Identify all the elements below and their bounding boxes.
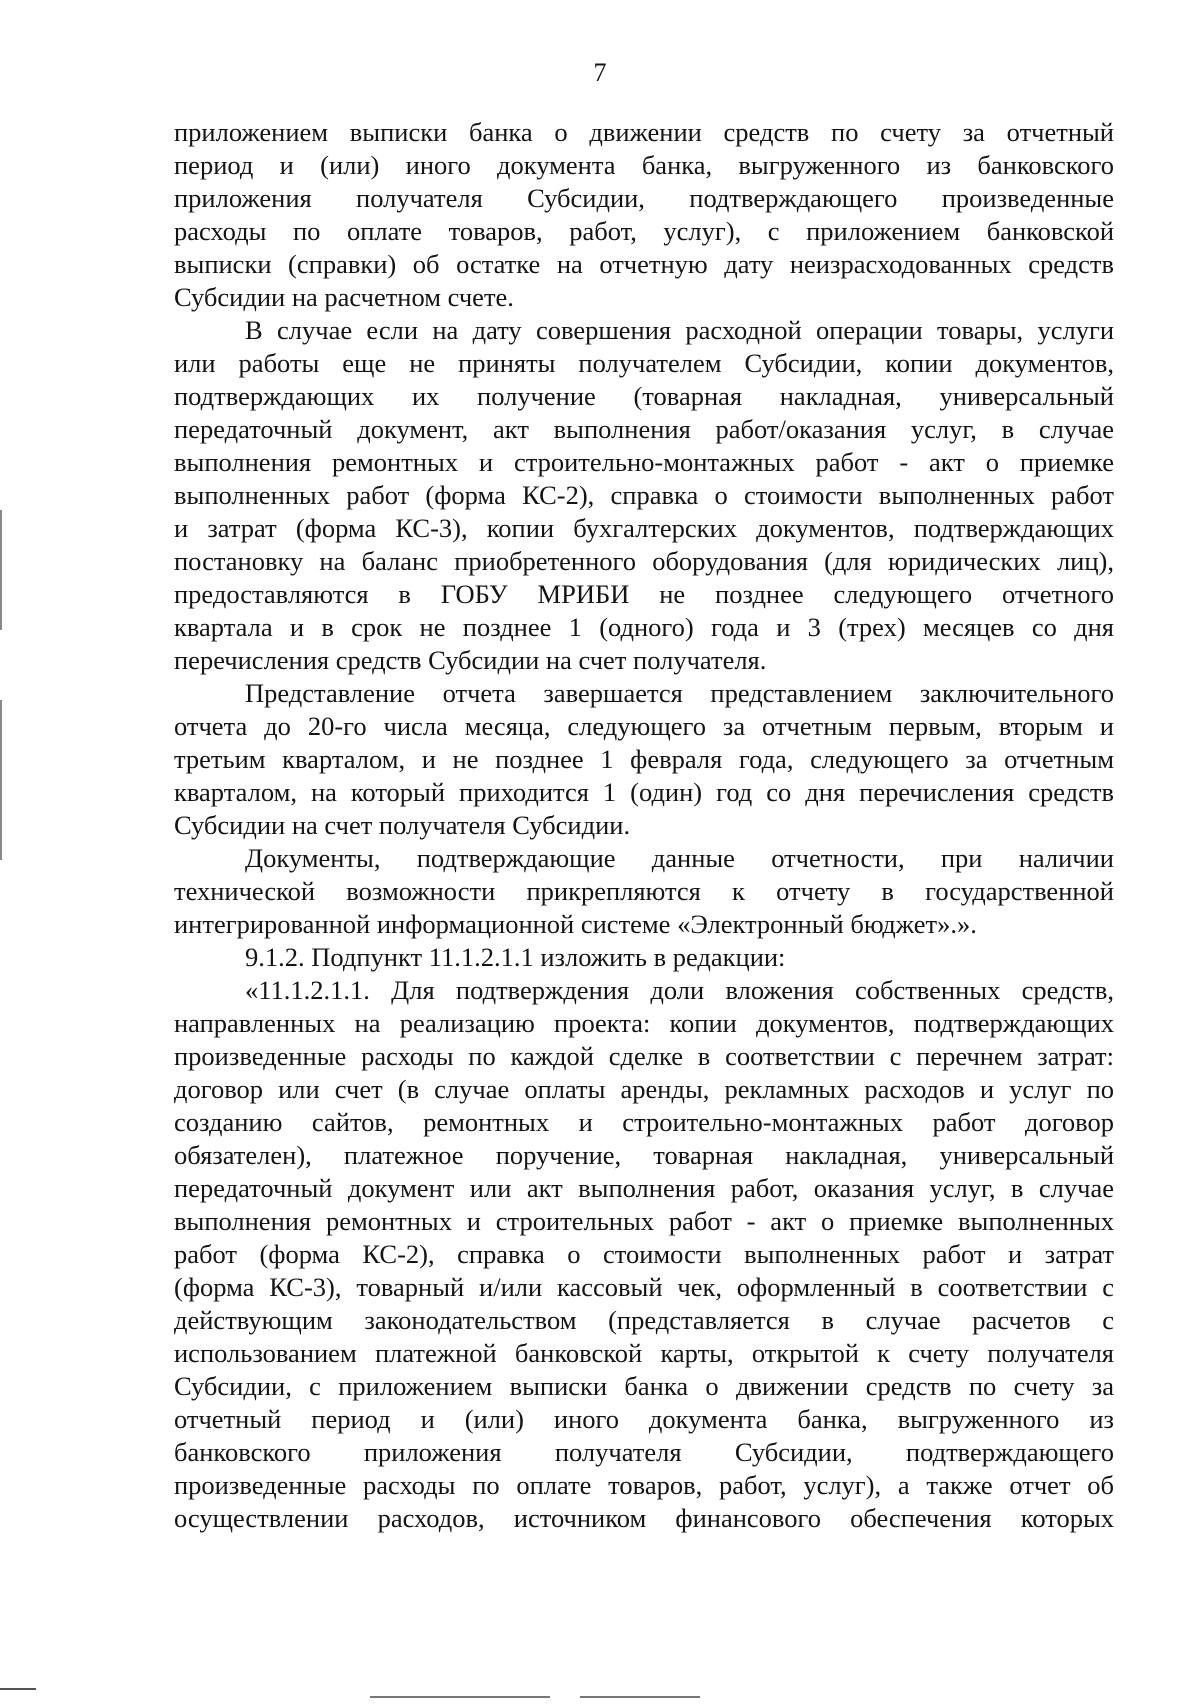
text-line: Субсидии, с приложением выписки банка о движении средств по счету за [174, 1371, 1114, 1401]
text-line: квартала и в срок не позднее 1 (одного) года и 3 (трех) месяцев со дня [174, 612, 1114, 642]
paragraph-first-line: Документы, подтверждающие данные отчетности, при наличии [245, 843, 1114, 873]
text-line: (форма КС-3), товарный и/или кассовый чек, оформленный в соответствии с [174, 1272, 1114, 1302]
text-line: передаточный документ или акт выполнения работ, оказания услуг, в случае [174, 1173, 1114, 1203]
text-line: и затрат (форма КС-3), копии бухгалтерских документов, подтверждающих [174, 513, 1114, 543]
scan-edge-mark [0, 1688, 36, 1690]
text-line: банковского приложения получателя Субсидии, подтверждающего [174, 1437, 1114, 1467]
text-line: расходы по оплате товаров, работ, услуг), с приложением банковской [174, 216, 1114, 246]
text-line: приложения получателя Субсидии, подтверждающего произведенные [174, 183, 1114, 213]
text-line: приложением выписки банка о движении средств по счету за отчетный [174, 117, 1114, 147]
text-line: предоставляются в ГОБУ МРИБИ не позднее следующего отчетного [174, 579, 1114, 609]
text-line: выполненных работ (форма КС-2), справка о стоимости выполненных работ [174, 480, 1114, 510]
text-line: использованием платежной банковской карты, открытой к счету получателя [174, 1338, 1114, 1368]
scan-edge-mark [370, 1696, 550, 1698]
paragraph-first-line: «11.1.2.1.1. Для подтверждения доли вложения собственных средств, [245, 975, 1114, 1005]
text-line: интегрированной информационной системе «Электронный бюджет».». [174, 909, 977, 939]
text-line: обязателен), платежное поручение, товарная накладная, универсальный [174, 1140, 1114, 1170]
scan-edge-mark [0, 700, 2, 860]
text-line: произведенные расходы по оплате товаров, работ, услуг), а также отчет об [174, 1470, 1114, 1500]
paragraph-first-line: Представление отчета завершается представлением заключительного [245, 678, 1114, 708]
text-line: договор или счет (в случае оплаты аренды, рекламных расходов и услуг по [174, 1074, 1114, 1104]
text-line: созданию сайтов, ремонтных и строительно-монтажных работ договор [174, 1107, 1114, 1137]
text-line: отчета до 20-го числа месяца, следующего за отчетным первым, вторым и [174, 711, 1114, 741]
text-line: осуществлении расходов, источником финансового обеспечения которых [174, 1503, 1114, 1533]
text-line: выписки (справки) об остатке на отчетную дату неизрасходованных средств [174, 249, 1114, 279]
text-line: работ (форма КС-2), справка о стоимости выполненных работ и затрат [174, 1239, 1114, 1269]
text-line: выполнения ремонтных и строительно-монтажных работ - акт о приемке [174, 447, 1114, 477]
text-line: технической возможности прикрепляются к отчету в государственной [174, 876, 1114, 906]
text-line: перечисления средств Субсидии на счет получателя. [174, 645, 767, 675]
text-line: выполнения ремонтных и строительных работ - акт о приемке выполненных [174, 1206, 1114, 1236]
text-line: третьим кварталом, и не позднее 1 февраля года, следующего за отчетным [174, 744, 1114, 774]
document-body [174, 116, 1114, 1535]
text-line: отчетный период и (или) иного документа банка, выгруженного из [174, 1404, 1114, 1434]
text-line: кварталом, на который приходится 1 (один) год со дня перечисления средств [174, 777, 1114, 807]
text-line: Субсидии на счет получателя Субсидии. [174, 810, 631, 840]
text-line: подтверждающих их получение (товарная накладная, универсальный [174, 381, 1114, 411]
text-line: передаточный документ, акт выполнения работ/оказания услуг, в случае [174, 414, 1114, 444]
text-line: период и (или) иного документа банка, выгруженного из банковского [174, 150, 1114, 180]
scan-edge-mark [580, 1696, 700, 1698]
text-line: произведенные расходы по каждой сделке в соответствии с перечнем затрат: [174, 1041, 1114, 1071]
text-line: направленных на реализацию проекта: копии документов, подтверждающих [174, 1008, 1114, 1038]
text-line: или работы еще не приняты получателем Субсидии, копии документов, [174, 348, 1114, 378]
page-number: 7 [593, 58, 607, 87]
text-line: Субсидии на расчетном счете. [174, 282, 514, 312]
paragraph-first-line: 9.1.2. Подпункт 11.1.2.1.1 изложить в редакции: [245, 942, 786, 972]
scan-edge-mark [0, 510, 2, 630]
paragraph-first-line: В случае если на дату совершения расходной операции товары, услуги [245, 315, 1114, 345]
text-line: постановку на баланс приобретенного оборудования (для юридических лиц), [174, 546, 1114, 576]
text-line: действующим законодательством (представляется в случае расчетов с [174, 1305, 1114, 1335]
